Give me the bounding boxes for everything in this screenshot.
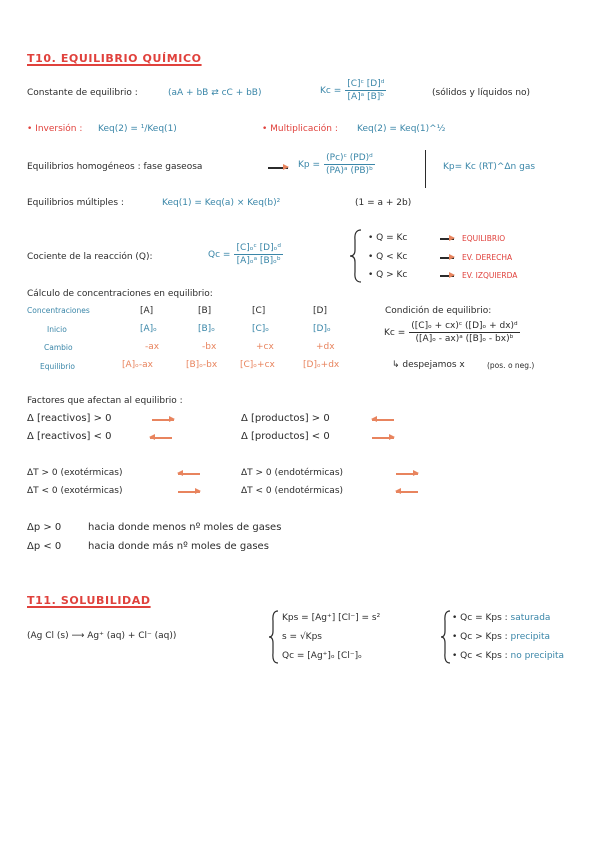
section-title-t10: T10. EQUILIBRIO QUÍMICO: [27, 52, 202, 65]
s-eq: s = √Kps: [282, 632, 322, 642]
despejamos: ↳ despejamos x: [392, 360, 465, 370]
kp-numerator: (Pc)ᶜ (PD)ᵈ: [326, 153, 373, 163]
table-cell: [A]ₒ-ax: [122, 360, 153, 370]
q-case-result: EV. DERECHA: [462, 253, 513, 262]
table-cell: [D]ₒ+dx: [303, 360, 340, 370]
factor-item: Δ [reactivos] > 0: [27, 413, 112, 424]
factor-item: ΔT < 0 (endotérmicas): [241, 486, 344, 496]
kc-note: (sólidos y líquidos no): [432, 88, 531, 98]
solubility-reaction: (Ag Cl (s) ⟶ Ag⁺ (aq) + Cl⁻ (aq)): [27, 631, 177, 641]
despejamos-note: (pos. o neg.): [487, 361, 535, 370]
kps-case: [452, 651, 564, 661]
brace-icon: [440, 609, 452, 665]
inversion-label: • Inversión :: [27, 124, 83, 134]
factor-item: ΔT > 0 (exotérmicas): [27, 468, 123, 478]
kps-case-cond: • Qc = Kps :: [452, 613, 508, 623]
q-case-cond: • Q = Kc: [368, 233, 408, 243]
cond-numerator: ([C]ₒ + cx)ᶜ ([D]ₒ + dx)ᵈ: [411, 321, 518, 331]
kc-numerator: [C]ᶜ [D]ᵈ: [347, 79, 385, 89]
section-title-t11: T11. SOLUBILIDAD: [27, 594, 151, 607]
multiples-formula: Keq(1) = Keq(a) × Keq(b)²: [162, 198, 281, 208]
inversion-formula: Keq(2) = ¹/Keq(1): [98, 124, 177, 134]
factor-item: ΔT > 0 (endotérmicas): [241, 468, 344, 478]
multiplicacion-formula: Keq(2) = Keq(1)^½: [357, 124, 446, 134]
table-cell: -bx: [202, 342, 217, 352]
reaction-general: (aA + bB ⇄ cC + bB): [168, 88, 262, 98]
cond-denominator: ([A]ₒ - ax)ᵃ ([B]ₒ - bx)ᵇ: [415, 334, 514, 344]
constante-label: Constante de equilibrio :: [27, 88, 138, 98]
table-header: [A]: [140, 306, 154, 316]
table-header: [B]: [198, 306, 212, 316]
table-header: [C]: [252, 306, 266, 316]
table-row-label: Inicio: [47, 325, 67, 334]
arrow-right-icon: [178, 491, 200, 493]
qc-eq: Qc = [Ag⁺]ₒ [Cl⁻]ₒ: [282, 651, 362, 661]
arrow-right-icon: [440, 238, 454, 240]
arrow-right-icon: [372, 437, 394, 439]
q-case-result: EQUILIBRIO: [462, 234, 506, 243]
arrow-right-icon: [440, 275, 454, 277]
kp-denominator: (PA)ᵃ (PB)ᵇ: [326, 166, 373, 176]
arrow-left-icon: [178, 473, 200, 475]
kps-case-cond: • Qc < Kps :: [452, 651, 508, 661]
arrow-right-icon: [268, 167, 288, 169]
arrow-right-icon: [396, 473, 418, 475]
factores-title: Factores que afectan al equilibrio :: [27, 396, 183, 406]
table-cell: -ax: [145, 342, 160, 352]
presion-text: hacia donde más nº moles de gases: [88, 541, 269, 552]
factor-item: Δ [productos] < 0: [241, 431, 330, 442]
cociente-label: Cociente de la reacción (Q):: [27, 252, 153, 262]
arrow-right-icon: [152, 419, 174, 421]
kc-lhs: Kc =: [320, 85, 342, 96]
table-cell: +dx: [316, 342, 335, 352]
presion-cond: Δp > 0: [27, 522, 62, 533]
q-case-row: [368, 270, 407, 280]
kps-case-result: saturada: [510, 613, 551, 623]
q-case-row: [368, 252, 407, 262]
cond-lhs: Kc =: [384, 327, 406, 338]
multiples-note: (1 = a + 2b): [355, 198, 412, 208]
kc-formula: [320, 79, 386, 102]
q-case-cond: • Q < Kc: [368, 252, 408, 262]
q-case-result: EV. IZQUIERDA: [462, 271, 518, 280]
factor-item: Δ [reactivos] < 0: [27, 431, 112, 442]
kps-eq: Kps = [Ag⁺] [Cl⁻] = s²: [282, 613, 381, 623]
condicion-formula: [384, 321, 520, 344]
divider: [425, 150, 426, 188]
kps-case-result: no precipita: [510, 651, 565, 661]
table-row-label: Cambio: [44, 343, 73, 352]
kp-formula: [298, 153, 375, 176]
arrow-left-icon: [396, 491, 418, 493]
factor-item: ΔT < 0 (exotérmicas): [27, 486, 123, 496]
table-cell: [B]ₒ: [198, 324, 215, 334]
kp-lhs: Kp =: [298, 159, 321, 170]
brace-icon: [268, 609, 280, 665]
table-cell: [A]ₒ: [140, 324, 157, 334]
table-row-label: Equilibrio: [40, 362, 76, 371]
table-cell: [C]ₒ+cx: [240, 360, 275, 370]
table-header: [D]: [313, 306, 327, 316]
table-cell: [D]ₒ: [313, 324, 331, 334]
kc-denominator: [A]ᵃ [B]ᵇ: [347, 92, 385, 102]
arrow-right-icon: [440, 257, 454, 259]
q-case-cond: • Q > Kc: [368, 270, 408, 280]
table-cell: +cx: [256, 342, 274, 352]
qc-lhs: Qc =: [208, 249, 231, 260]
calc-title: Cálculo de concentraciones en equilibrio:: [27, 289, 213, 299]
arrow-left-icon: [150, 437, 172, 439]
qc-denominator: [A]ₒᵃ [B]ₒᵇ: [236, 256, 281, 266]
arrow-left-icon: [372, 419, 394, 421]
multiples-label: Equilibrios múltiples :: [27, 198, 124, 208]
table-cell: [B]ₒ-bx: [186, 360, 218, 370]
table-cell: [C]ₒ: [252, 324, 270, 334]
presion-text: hacia donde menos nº moles de gases: [88, 522, 282, 533]
kps-case-result: precipita: [510, 632, 551, 642]
qc-numerator: [C]ₒᶜ [D]ₒᵈ: [236, 243, 281, 253]
kps-case-cond: • Qc > Kps :: [452, 632, 508, 642]
factor-item: Δ [productos] > 0: [241, 413, 330, 424]
multiplicacion-label: • Multiplicación :: [262, 124, 338, 134]
kps-case: [452, 613, 550, 623]
qc-formula: [208, 243, 283, 266]
homogeneos-label: Equilibrios homogéneos : fase gaseosa: [27, 162, 203, 172]
condicion-title: Condición de equilibrio:: [385, 306, 492, 316]
q-case-row: [368, 233, 407, 243]
kp-kc-relation: Kp= Kc (RT)^Δn gas: [443, 162, 536, 172]
presion-cond: Δp < 0: [27, 541, 62, 552]
kps-case: [452, 632, 550, 642]
table-header-label: Concentraciones: [27, 306, 90, 315]
brace-icon: [349, 228, 363, 284]
